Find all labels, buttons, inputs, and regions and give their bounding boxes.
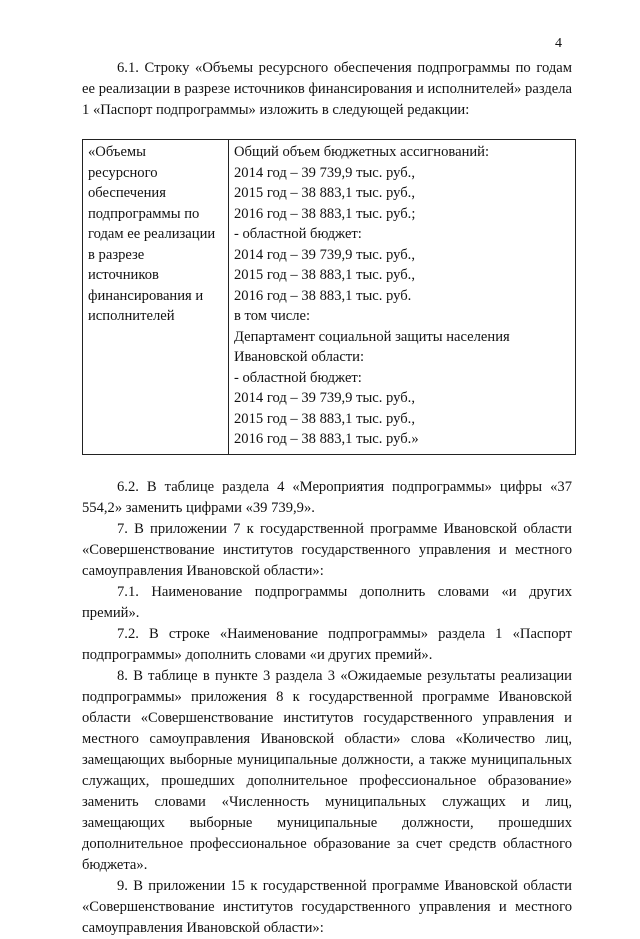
document-body	[82, 58, 572, 939]
value-line: 2014 год – 39 739,9 тыс. руб.,	[234, 246, 415, 263]
label-line: ресурсного	[88, 164, 158, 181]
passport-table	[82, 139, 576, 455]
value-line: Департамент социальной защиты населения	[234, 328, 510, 345]
value-line: - областной бюджет:	[234, 369, 362, 386]
value-line: 2015 год – 38 883,1 тыс. руб.,	[234, 410, 415, 427]
intro-paragraph: 6.1. Строку «Объемы ресурсного обеспечения подпрограммы по годам ее реализации в разрезе источников финансирования и исполнителей» раздела 1 «Паспорт подпрограммы» изложить в следующей редакции:	[82, 60, 572, 118]
value-line: 2015 год – 38 883,1 тыс. руб.,	[234, 185, 415, 201]
table-row	[83, 140, 576, 455]
paragraph-6-2: 6.2. В таблице раздела 4 «Мероприятия подпрограммы» цифры «37 554,2» заменить цифрами «39 739,9».	[82, 478, 572, 516]
label-line: исполнителей	[88, 308, 175, 324]
label-line: финансирования и	[88, 287, 204, 304]
label-line: в разрезе	[88, 246, 145, 263]
value-line: 2016 год – 38 883,1 тыс. руб.	[234, 287, 412, 304]
paragraph-9: 9. В приложении 15 к государственной программе Ивановской области «Совершенствование институтов государственного управления и местного самоуправления Ивановской области»:	[82, 877, 572, 936]
value-line: 2016 год – 38 883,1 тыс. руб.;	[234, 205, 416, 222]
table-cell-value	[229, 140, 576, 455]
label-line: подпрограммы по	[88, 205, 200, 222]
paragraph-7-2: 7.2. В строке «Наименование подпрограммы» раздела 1 «Паспорт подпрограммы» дополнить словами «и других премий».	[82, 625, 572, 663]
value-line: 2016 год – 38 883,1 тыс. руб.»	[234, 431, 419, 447]
label-line: «Объемы	[88, 144, 146, 160]
label-line: обеспечения	[88, 185, 166, 201]
value-line: Ивановской области:	[234, 349, 365, 365]
paragraph-8: 8. В таблице в пункте 3 раздела 3 «Ожидаемые результаты реализации подпрограммы» приложения 8 к государственной программе Ивановской области «Совершенствование институтов государственного управления и местного самоуправления Ивановской области» слова «Количество лиц, замещающих выборные муниципальные должности, а также муниципальных служащих, прошедших дополнительное профессиональное образование» заменить словами «Численность муниципальных служащих и лиц, замещающих выборные муниципальные должности, прошедших дополнительное профессиональное образование за счет средств областного бюджета».	[82, 667, 572, 873]
paragraph-7: 7. В приложении 7 к государственной программе Ивановской области «Совершенствование институтов государственного управления и местного самоуправления Ивановской области»:	[82, 520, 572, 579]
value-line: - областной бюджет:	[234, 226, 362, 242]
page-number: 4	[555, 36, 562, 51]
value-line: 2014 год – 39 739,9 тыс. руб.,	[234, 390, 415, 406]
label-line: годам ее реализации	[88, 226, 216, 242]
value-line: Общий объем бюджетных ассигнований:	[234, 144, 490, 160]
value-line: в том числе:	[234, 308, 311, 324]
paragraph-7-1: 7.1. Наименование подпрограммы дополнить словами «и других премий».	[82, 583, 572, 621]
value-line: 2015 год – 38 883,1 тыс. руб.,	[234, 267, 415, 283]
table-cell-label	[83, 140, 229, 455]
value-line: 2014 год – 39 739,9 тыс. руб.,	[234, 164, 415, 181]
label-line: источников	[88, 267, 159, 283]
